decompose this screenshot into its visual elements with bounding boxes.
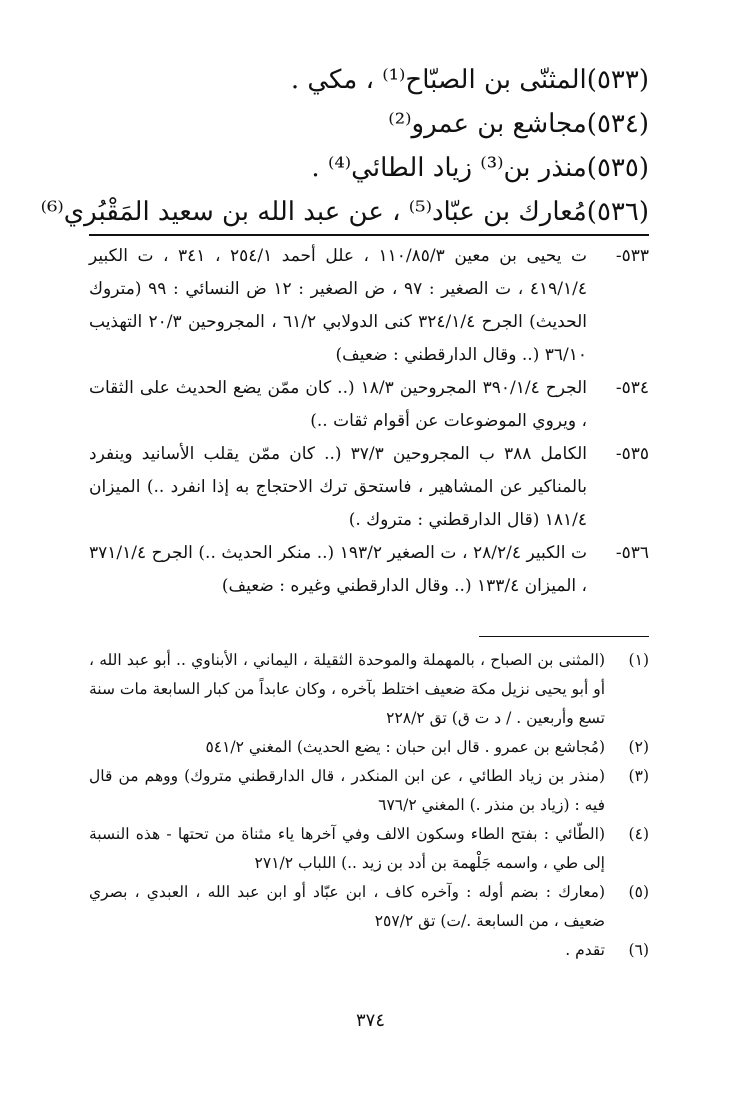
entry-text: مجاشع بن عمرو⁽²⁾ <box>388 109 587 139</box>
reference-533 <box>89 240 649 372</box>
footnote-3 <box>89 762 649 820</box>
footnote-5 <box>89 878 649 936</box>
section-divider <box>89 234 649 236</box>
footnote-number: (٣) <box>628 767 649 785</box>
entry-536 <box>40 190 649 234</box>
page-number: ٣٧٤ <box>355 1010 385 1031</box>
reference-text: الجرح ٣٩٠/١/٤ المجروحين ١٨/٣ (.. كان ممّن يضع الحديث على الثقات ، ويروي الموضوعات عن أقوام ثقات ..) <box>89 378 587 431</box>
footnote-6 <box>89 936 649 965</box>
entry-533 <box>89 58 649 102</box>
entry-534 <box>89 102 649 146</box>
footnote-text: (معارك : بضم أوله : وآخره كاف ، ابن عبّاد أو ابن عبد الله ، العبدي ، بصري ضعيف ، من السابعة ./ت) تق ٢٥٧/٢ <box>89 883 605 930</box>
reference-text: ت الكبير ٢٨/٢/٤ ، ت الصغير ١٩٣/٢ (.. منكر الحديث ..) الجرح ٣٧١/١/٤ ، الميزان ١٣٣/٤ (.. وقال الدارقطني وغيره : ضعيف) <box>89 543 587 596</box>
footnote-text: تقدم . <box>565 941 605 959</box>
footnote-number: (٤) <box>628 825 649 843</box>
footnote-4 <box>89 820 649 878</box>
entry-text: منذر بن⁽³⁾ زياد الطائي⁽⁴⁾ . <box>311 153 587 183</box>
footnote-text: (مُجاشع بن عمرو . قال ابن حبان : يضع الحديث) المغني ٥٤١/٢ <box>205 738 605 756</box>
reference-list <box>89 240 649 603</box>
main-entries <box>40 58 649 234</box>
reference-number: ٥٣٦- <box>615 543 649 563</box>
reference-534 <box>89 372 649 438</box>
reference-text: ت يحيى بن معين ١١٠/٨٥/٣ ، علل أحمد ٢٥٤/١ ، ٣٤١ ، ت الكبير ٤١٩/١/٤ ، ت الصغير : ٩٧ ، ض الصغير : ١٢ ض النسائي : ٩٩ (متروك الحديث) الجرح ٣٢٤/١/٤ كنى الدولابي ٦١/٢ ، المجروحين ٢٠/٣ التهذيب ٣٦/١٠ (.. وقال الدارقطني : ضعيف) <box>89 246 587 365</box>
entry-number: (٥٣٥) <box>586 153 649 183</box>
entry-number: (٥٣٣) <box>586 65 649 95</box>
reference-text: الكامل ٣٨٨ ب المجروحين ٣٧/٣ (.. كان ممّن يقلب الأسانيد وينفرد بالمناكير عن المشاهير ، فاستحق ترك الاحتجاج به إذا انفرد ..) الميزان ١٨١/٤ (قال الدارقطني : متروك .) <box>89 444 588 530</box>
entry-number: (٥٣٤) <box>586 109 649 139</box>
footnote-2 <box>89 733 649 762</box>
reference-number: ٥٣٥- <box>615 444 649 464</box>
footnote-text: (منذر بن زياد الطائي ، عن ابن المنكدر ، قال الدارقطني متروك) ووهم من قال فيه : (زياد بن منذر .) المغني ٦٧٦/٢ <box>89 767 605 814</box>
entry-text: مُعارك بن عبّاد⁽⁵⁾ ، عن عبد الله بن سعيد المَقْبُري⁽⁶⁾ <box>40 197 587 227</box>
footnote-text: (الطّائي : بفتح الطاء وسكون الالف وفي آخرها ياء مثناة من تحتها - هذه النسبة إلى طي ، واسمه جَلْهمة بن أدد بن زيد ..) اللباب ٢٧١/٢ <box>89 825 605 872</box>
entry-535 <box>89 146 649 190</box>
footnotes <box>89 646 649 965</box>
reference-535 <box>89 438 649 537</box>
reference-number: ٥٣٣- <box>615 246 649 266</box>
footnote-text: (المثنى بن الصباح ، بالمهملة والموحدة الثقيلة ، اليماني ، الأبناوي .. أبو عبد الله ، أو أبو يحيى نزيل مكة ضعيف اختلط بآخره ، وكان عابداً من كبار السابعة مات سنة تسع وأربعين . / د ت ق) تق ٢٢٨/٢ <box>89 651 605 727</box>
reference-number: ٥٣٤- <box>615 378 649 398</box>
footnote-divider <box>479 636 649 637</box>
footnote-1 <box>89 646 649 733</box>
entry-number: (٥٣٦) <box>586 197 649 227</box>
footnote-number: (٥) <box>628 883 649 901</box>
footnote-number: (٢) <box>628 738 649 756</box>
entry-text: المثنّى بن الصبّاح⁽¹⁾ ، مكي . <box>290 65 587 95</box>
reference-536 <box>89 537 649 603</box>
footnote-number: (٦) <box>628 941 649 959</box>
footnote-number: (١) <box>628 651 649 669</box>
